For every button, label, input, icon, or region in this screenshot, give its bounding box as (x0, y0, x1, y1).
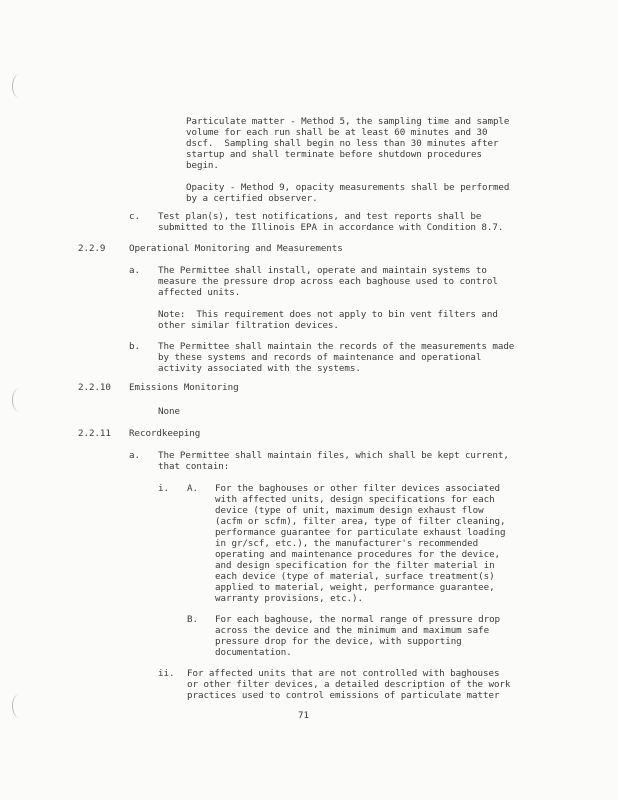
body-line: submitted to the Illinois EPA in accordance with Condition 8.7. (158, 222, 504, 233)
body-line: None (158, 406, 180, 417)
section-heading: Emissions Monitoring (129, 382, 239, 393)
body-line: For the baghouses or other filter devices associated (215, 483, 501, 494)
body-line: by a certified observer. (186, 193, 318, 204)
body-line: each device (type of material, surface treatment(s) (215, 571, 495, 582)
body-line: affected units. (158, 287, 241, 298)
binder-hole-mark (12, 694, 27, 718)
body-line: and design specification for the filter material in (215, 560, 495, 571)
body-line: with affected units, design specifications for each (215, 494, 495, 505)
body-line: practices used to control emissions of particulate matter (187, 690, 500, 701)
section-number: 2.2.9 (78, 243, 106, 254)
item-marker: B. (187, 614, 198, 625)
item-marker: A. (187, 483, 198, 494)
section-heading: Operational Monitoring and Measurements (129, 243, 343, 254)
binder-hole-mark (12, 74, 27, 98)
section-heading: Recordkeeping (129, 428, 201, 439)
body-line: across the device and the minimum and maximum safe (215, 625, 490, 636)
body-line: or other filter devices, a detailed description of the work (187, 679, 511, 690)
body-line: Test plan(s), test notifications, and test reports shall be (158, 211, 482, 222)
body-line: documentation. (215, 647, 292, 658)
body-line: The Permittee shall maintain the records of the measurements made (158, 341, 515, 352)
body-line: Opacity - Method 9, opacity measurements shall be performed (186, 182, 510, 193)
item-marker: a. (129, 450, 140, 461)
body-line: The Permittee shall install, operate and maintain systems to (158, 265, 487, 276)
body-line: pressure drop for the device, with supporting (215, 636, 462, 647)
body-line: measure the pressure drop across each baghouse used to control (158, 276, 498, 287)
section-number: 2.2.11 (78, 428, 111, 439)
item-marker: ii. (158, 668, 175, 679)
body-line: performance guarantee for particulate exhaust loading (215, 527, 506, 538)
body-line: in gr/scf, etc.), the manufacturer's recommended (215, 538, 479, 549)
item-marker: i. (158, 483, 169, 494)
body-line: (acfm or scfm), filter area, type of filter cleaning, (215, 516, 506, 527)
body-line: dscf. Sampling shall begin no less than 30 minutes after (186, 138, 499, 149)
body-line: startup and shall terminate before shutdown procedures (186, 149, 482, 160)
body-line: For each baghouse, the normal range of pressure drop (215, 614, 501, 625)
item-marker: a. (129, 265, 140, 276)
note-line: Note: This requirement does not apply to bin vent filters and (158, 309, 498, 320)
body-line: by these systems and records of maintenance and operational (158, 352, 482, 363)
note-line: other similar filtration devices. (158, 320, 339, 331)
body-line: For affected units that are not controlled with baghouses (187, 668, 500, 679)
body-line: operating and maintenance procedures for the device, (215, 549, 501, 560)
body-line: volume for each run shall be at least 60 minutes and 30 (186, 127, 488, 138)
body-line: activity associated with the systems. (158, 363, 361, 374)
body-line: that contain: (158, 461, 230, 472)
page-number: 71 (298, 710, 309, 721)
body-line: applied to material, weight, performance guarantee, (215, 582, 495, 593)
item-marker: b. (129, 341, 140, 352)
body-line: Particulate matter - Method 5, the sampling time and sample (186, 116, 510, 127)
section-number: 2.2.10 (78, 382, 111, 393)
body-line: warranty provisions, etc.). (215, 593, 363, 604)
binder-hole-mark (12, 388, 27, 412)
body-line: device (type of unit, maximum design exhaust flow (215, 505, 484, 516)
body-line: begin. (186, 160, 219, 171)
body-line: The Permittee shall maintain files, which shall be kept current, (158, 450, 509, 461)
item-marker: c. (129, 211, 140, 222)
